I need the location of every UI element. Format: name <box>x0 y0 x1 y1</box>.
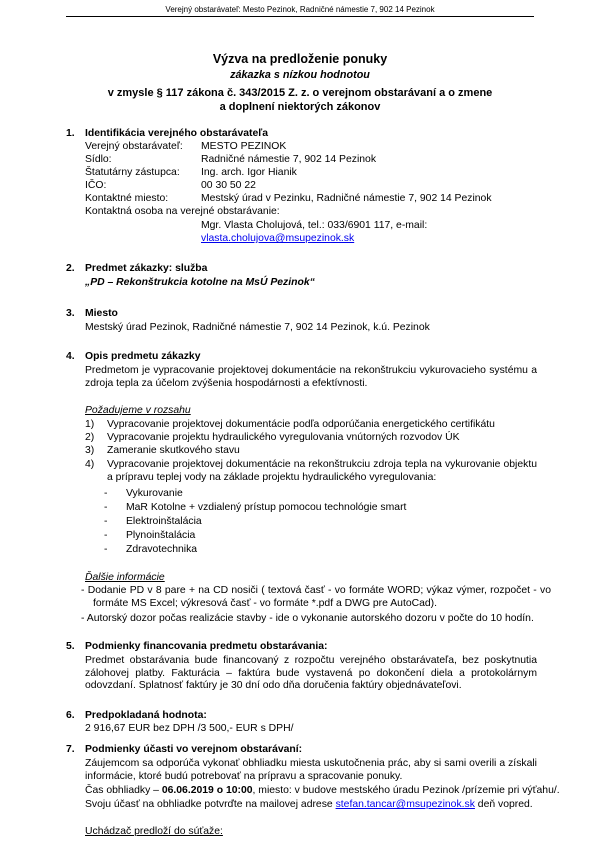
row-label: Verejný obstarávateľ: <box>85 141 183 152</box>
contact-email-link[interactable]: vlasta.cholujova@msupezinok.sk <box>201 233 355 244</box>
section-number: 7. <box>66 744 75 755</box>
list-text: Vypracovanie projektovej dokumentácie podľa odporúčania energetického certifikátu <box>107 419 495 430</box>
page-header: Verejný obstarávateľ: Mesto Pezinok, Radničné námestie 7, 902 14 Pezinok <box>165 5 435 14</box>
legal-basis-line2: a doplnení niektorých zákonov <box>219 101 381 113</box>
document-subtitle: zákazka s nízkou hodnotou <box>230 69 370 81</box>
additional-info-1: - Dodanie PD v 8 pare + na CD nosiči ( textová časť - vo formáte WORD; výkaz výmer, rozpočet - vo formáte MS Excel; výkresová časť - vo formáte *.pdf a DWG pre AutoCad). <box>81 585 551 609</box>
financing-text: Predmet obstarávania bude financovaný z rozpočtu verejného obstarávateľa, bez poskytnutia zálohovej platby. Fakturácia – faktúra bude vystavená po dokončení diela a protokolárnym odovzdaní. Splatnosť faktúry je 30 dní odo dňa doručenia faktúry objednávateľovi. <box>85 655 537 692</box>
row-label: Štatutárny zástupca: <box>85 167 180 178</box>
sub-list-text: MaR Kotolne + vzdialený prístup pomocou technológie smart <box>126 502 407 513</box>
ico-row <box>85 180 256 193</box>
estimated-value: 2 916,67 EUR bez DPH /3 500,- EUR s DPH/ <box>85 723 294 734</box>
section-title: Predmet zákazky: služba <box>85 263 208 274</box>
statutory-row <box>85 167 297 180</box>
site-visit-prefix: Čas obhliadky – <box>85 785 162 796</box>
sub-list-item: - Elektroinštalácia <box>104 516 202 527</box>
row-label: Kontaktné miesto: <box>85 193 169 204</box>
list-number: 2) <box>85 432 95 443</box>
row-value: Radničné námestie 7, 902 14 Pezinok <box>201 154 377 165</box>
section-title: Podmienky účasti vo verejnom obstarávaní: <box>85 744 303 755</box>
contract-subject: „PD – Rekonštrukcia kotolne na MsÚ Pezinok“ <box>85 277 315 288</box>
section-title: Identifikácia verejného obstarávateľa <box>85 128 269 139</box>
sub-list-item: - Plynoinštalácia <box>104 530 196 541</box>
section-number: 5. <box>66 641 75 652</box>
list-text: Vypracovanie projektovej dokumentácie na rekonštrukciu zdroja tepla na vykurovanie objektu a prípravu teplej vody na základe projektu hydraulického vyregulovania: <box>107 459 537 483</box>
list-number: 4) <box>85 459 95 470</box>
site-visit-place: , miesto: v budove mestského úradu Pezinok /prízemie pri výťahu/. <box>252 785 560 796</box>
sub-list-item: - Vykurovanie <box>104 488 183 499</box>
notify-email-link[interactable]: stefan.tancar@msupezinok.sk <box>335 799 475 810</box>
contact-person-label: Kontaktná osoba na verejné obstarávanie: <box>85 206 280 217</box>
additional-info-2: - Autorský dozor počas realizácie stavby - ide o vykonanie autorského dozoru v počte do 10 hodín. <box>81 613 534 624</box>
requirements-title: Požadujeme v rozsahu <box>85 405 191 416</box>
notify-prefix: Svoju účasť na obhliadke potvrďte na mailovej adrese <box>85 799 336 810</box>
sub-list-text: Plynoinštalácia <box>126 530 196 541</box>
row-value: Ing. arch. Igor Hianik <box>201 167 297 178</box>
section-number: 3. <box>66 308 75 319</box>
section-number: 2. <box>66 263 75 274</box>
legal-basis-line1: v zmysle § 117 zákona č. 343/2015 Z. z. o verejnom obstarávaní a o zmene <box>107 87 493 99</box>
participation-text: Záujemcom sa odporúča vykonať obhliadku miesta uskutočnenia prác, aby si sami overili a získali informácie, ktoré budú potrebovať na prípravu a spracovanie ponuky. <box>85 758 537 782</box>
additional-info-title: Ďalšie informácie <box>85 572 165 583</box>
description-intro: Predmetom je vypracovanie projektovej dokumentácie na rekonštrukciu vykurovacieho systému a zdroja tepla za účelom zvýšenia hospodárnosti a efektívnosti. <box>85 365 537 389</box>
row-value: Mestský úrad v Pezinku, Radničné námestie 7, 902 14 Pezinok <box>201 193 492 204</box>
section-number: 1. <box>66 128 75 139</box>
document-title: Výzva na predloženie ponuky <box>212 52 388 66</box>
notify-line <box>85 799 533 812</box>
section-number: 6. <box>66 710 75 721</box>
section-title: Miesto <box>85 308 118 319</box>
row-value: 00 30 50 22 <box>201 180 256 191</box>
sub-list-item: - MaR Kotolne + vzdialený prístup pomocou technológie smart <box>104 502 407 513</box>
section-title: Opis predmetu zákazky <box>85 351 201 362</box>
sub-list-item: - Zdravotechnika <box>104 544 198 555</box>
sub-list-text: Zdravotechnika <box>126 544 198 555</box>
row-label: IČO: <box>85 180 107 191</box>
sub-list-text: Elektroinštalácia <box>126 516 202 527</box>
section-number: 4. <box>66 351 75 362</box>
site-visit-time: 06.06.2019 o 10:00 <box>161 785 253 796</box>
location-text: Mestský úrad Pezinok, Radničné námestie 7, 902 14 Pezinok, k.ú. Pezinok <box>85 322 430 333</box>
row-value: MESTO PEZINOK <box>201 141 287 152</box>
submission-title: Uchádzač predloží do súťaže: <box>85 826 223 837</box>
list-number: 3) <box>85 445 95 456</box>
contracting-authority-row <box>85 141 286 154</box>
sub-list-text: Vykurovanie <box>126 488 183 499</box>
contact-place-row <box>85 193 492 206</box>
header-divider <box>66 16 534 17</box>
list-text: Zameranie skutkového stavu <box>107 445 240 456</box>
section-title: Podmienky financovania predmetu obstarávania: <box>85 641 328 652</box>
list-number: 1) <box>85 419 95 430</box>
contact-person-value: Mgr. Vlasta Cholujová, tel.: 033/6901 117, e-mail: <box>201 220 428 231</box>
notify-suffix: deň vopred. <box>474 799 533 810</box>
site-visit-line <box>85 785 560 798</box>
row-label: Sídlo: <box>85 154 112 165</box>
list-text: Vypracovanie projektu hydraulického vyregulovania vnútorných rozvodov ÚK <box>107 432 460 443</box>
seat-row <box>85 154 376 167</box>
section-title: Predpokladaná hodnota: <box>85 710 207 721</box>
